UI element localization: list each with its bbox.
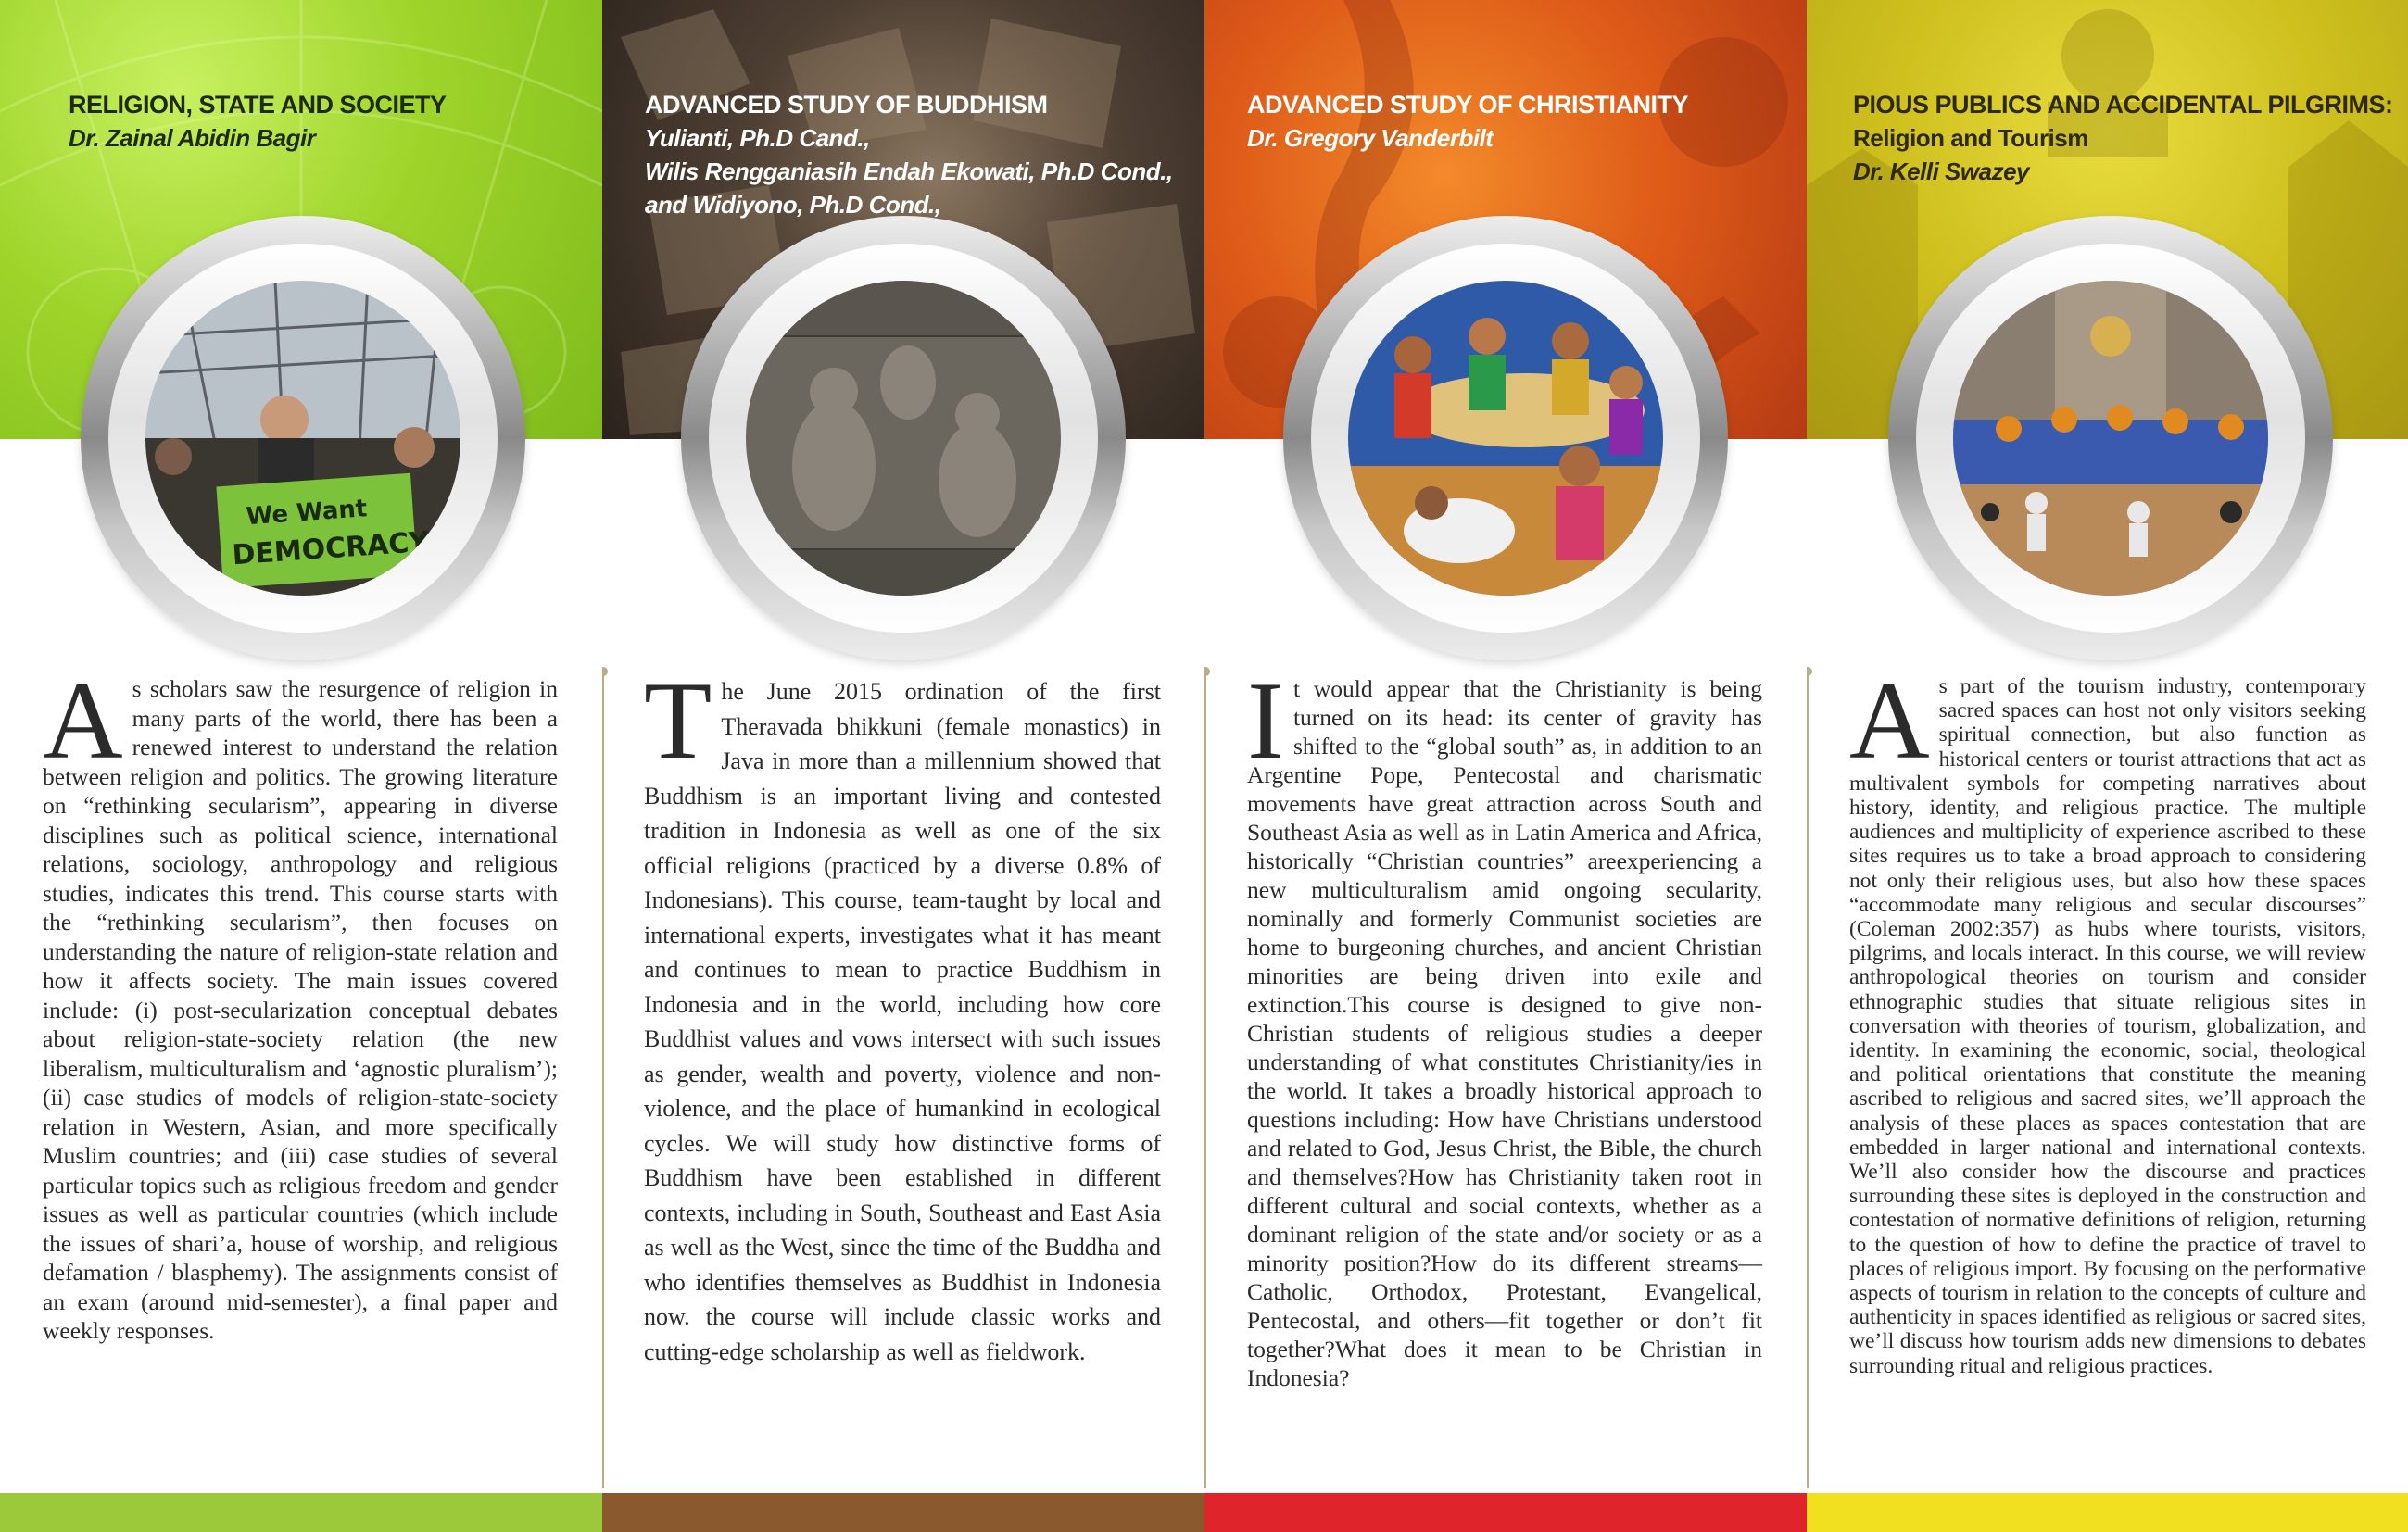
course-description xyxy=(1849,659,2366,1378)
course-title: RELIGION, STATE AND SOCIETY xyxy=(69,91,447,119)
course-instructor: Dr. Kelli Swazey xyxy=(1853,157,2029,185)
course-title: ADVANCED STUDY OF BUDDHISM xyxy=(645,91,1048,119)
course-description xyxy=(644,659,1161,1369)
drop-cap: A xyxy=(43,659,123,782)
course-description-text: s scholars saw the resurgence of religion in many parts of the world, there has been a renewed interest to understand the relation between religion and politics. The growing literature on “rethinking secularism”, appearing in diverse disciplines such as political science, international relations, sociology, anthropology and religious studies, indicates this trend. This course starts with the “rethinking secularism”, then focuses on understanding the nature of religion-state relation and how it affects society. The main issues covered include: (i) post-secularization conceptual debates about religion-state-society relation (the new liberalism, multiculturalism and ‘agnostic pluralism’); (ii) case studies of models of religion-state-society relation in Western, Asian, and more specifically Muslim countries; and (iii) case studies of several particular topics such as religious freedom and gender issues as well as particular countries (which include the issues of shari’a, house of worship, and religious defamation / blasphemy). The assignments consist of an exam (around mid-semester), a final paper and weekly responses. xyxy=(43,675,558,1344)
photo-frame-inner xyxy=(709,244,1098,633)
photo-frame xyxy=(1283,216,1728,660)
protest-photo xyxy=(145,281,460,596)
sign-text-line2: DEMOCRACY xyxy=(231,525,431,572)
course-subtitle: Religion and Tourism xyxy=(1853,124,2088,152)
temple-ceremony-photo xyxy=(1953,281,2268,596)
course-panel-christianity xyxy=(1204,0,1807,1532)
course-instructor: Dr. Zainal Abidin Bagir xyxy=(69,124,316,152)
drop-cap: I xyxy=(1247,659,1284,782)
color-bar xyxy=(1807,1493,2408,1532)
column-divider xyxy=(1807,669,1809,1488)
course-description-text: s part of the tourism industry, contemporary sacred spaces can host not only visitors seeking spiritual connection, but also function as historical centers or tourist attractions that act as multivalent symbols for competing narratives about history, identity, and religious practice. The multiple audiences and multiplicity of experience ascribed to these sites requires us to take a broad approach to considering not only their religious uses, but also how these spaces “accommodate many religious and secular discourses” (Coleman 2002:357) as hubs where tourists, visitors, pilgrims, and locals interact. In this course, we will review anthropological theories on tourism and consider ethnographic studies that situate religious sites in conversation with theories of tourism, globalization, and identity. In examining the economic, social, theological and political orientations that constitute the meaning ascribed to religious and sacred sites, we’ll approach the analysis of these places as spaces contestation that are embedded in larger national and international contexts. We’ll also consider how the discourse and practices surrounding these sites is deployed in the construction and contestation of normative definitions of religion, returning to the question of how to define the practice of travel to places of religious import. By focusing on the performative aspects of tourism in relation to the concepts of culture and authenticity in spaces identified as religious or sacred sites, we’ll discuss how tourism adds new dimensions to debates surrounding ritual and religious practices. xyxy=(1849,674,2366,1378)
drop-cap: A xyxy=(1849,659,1930,782)
divider-dot xyxy=(1204,667,1210,676)
course-title: ADVANCED STUDY OF CHRISTIANITY xyxy=(1247,91,1689,119)
course-instructor: and Widiyono, Ph.D Cond., xyxy=(645,191,941,219)
photo-frame xyxy=(681,216,1126,660)
course-description xyxy=(43,659,558,1346)
course-panel-buddhism xyxy=(602,0,1204,1532)
color-bar xyxy=(1204,1493,1807,1532)
course-description xyxy=(1247,659,1762,1392)
drop-cap: T xyxy=(644,659,712,782)
divider-dot xyxy=(602,667,608,676)
photo-frame xyxy=(1888,216,2333,660)
course-description-text: he June 2015 ordination of the first Theravada bhikkuni (female monastics) in Java in more than a millennium showed that Buddhism is an important living and contested tradition in Indonesia as well as one of the six official religions (practiced by a diverse 0.8% of Indonesians). This course, team-taught by local and international experts, investigates what it has meant and continues to mean to practice Buddhism in Indonesia and in the world, including how core Buddhist values and vows intersect with such issues as gender, wealth and poverty, violence and non-violence, and the place of humankind in ecological cycles. We will study how distinctive forms of Buddhism have been established in different contexts, including in South, Southeast and East Asia as well as the West, since the time of the Buddha and who identifies themselves as Buddhist in Indonesia now. the course will include classic works and cutting-edge scholarship as well as fieldwork. xyxy=(644,678,1161,1365)
course-header xyxy=(602,88,1204,221)
course-instructor: Wilis Rengganiasih Endah Ekowati, Ph.D Cond., xyxy=(645,157,1173,185)
relief-photo xyxy=(746,281,1061,596)
mural-photo xyxy=(1348,281,1663,596)
course-header xyxy=(1204,88,1807,155)
photo-frame xyxy=(81,216,525,660)
photo-frame-inner xyxy=(1916,244,2305,633)
sign-text-line1: We Want xyxy=(245,495,369,532)
course-description-text: t would appear that the Christianity is being turned on its head: its center of gravity has shifted to the “global south” as, in addition to an Argentine Pope, Pentecostal and charismatic movements have great attraction across South and Southeast Asia as well as in Latin America and Africa, historically “Christian countries” areexperiencing a new multiculturalism amid ongoing secularity, nominally and formerly Communist societies are home to burgeoning churches, and ancient Christian minorities are being driven into exile and extinction.This course is designed to give non-Christian students of religious studies a deeper understanding of what constitutes Christianity/ies in the world. It takes a broadly historical approach to questions including: How have Christians understood and related to God, Jesus Christ, the Bible, the church and themselves?How has Christianity taken root in different cultural and social contexts, whether as a dominant religion of the state and/or society or as a minority position?How do its different streams—Catholic, Orthodox, Protestant, Evangelical, Pentecostal, and others—fit together or don’t fit together?What does it mean to be Christian in Indonesia? xyxy=(1247,675,1762,1391)
photo-frame-inner xyxy=(108,244,498,633)
course-header xyxy=(0,88,602,155)
column-divider xyxy=(602,669,604,1488)
course-header xyxy=(1807,88,2408,188)
course-panel-religion-tourism xyxy=(1807,0,2408,1532)
column-divider xyxy=(1204,669,1206,1488)
course-instructor: Yulianti, Ph.D Cand., xyxy=(645,124,870,152)
course-panel-religion-state-society xyxy=(0,0,602,1532)
course-instructor: Dr. Gregory Vanderbilt xyxy=(1247,124,1494,152)
divider-dot xyxy=(1807,667,1812,676)
color-bar xyxy=(602,1493,1204,1532)
photo-frame-inner xyxy=(1311,244,1700,633)
course-title: PIOUS PUBLICS AND ACCIDENTAL PILGRIMS: xyxy=(1853,91,2393,119)
color-bar xyxy=(0,1493,602,1532)
